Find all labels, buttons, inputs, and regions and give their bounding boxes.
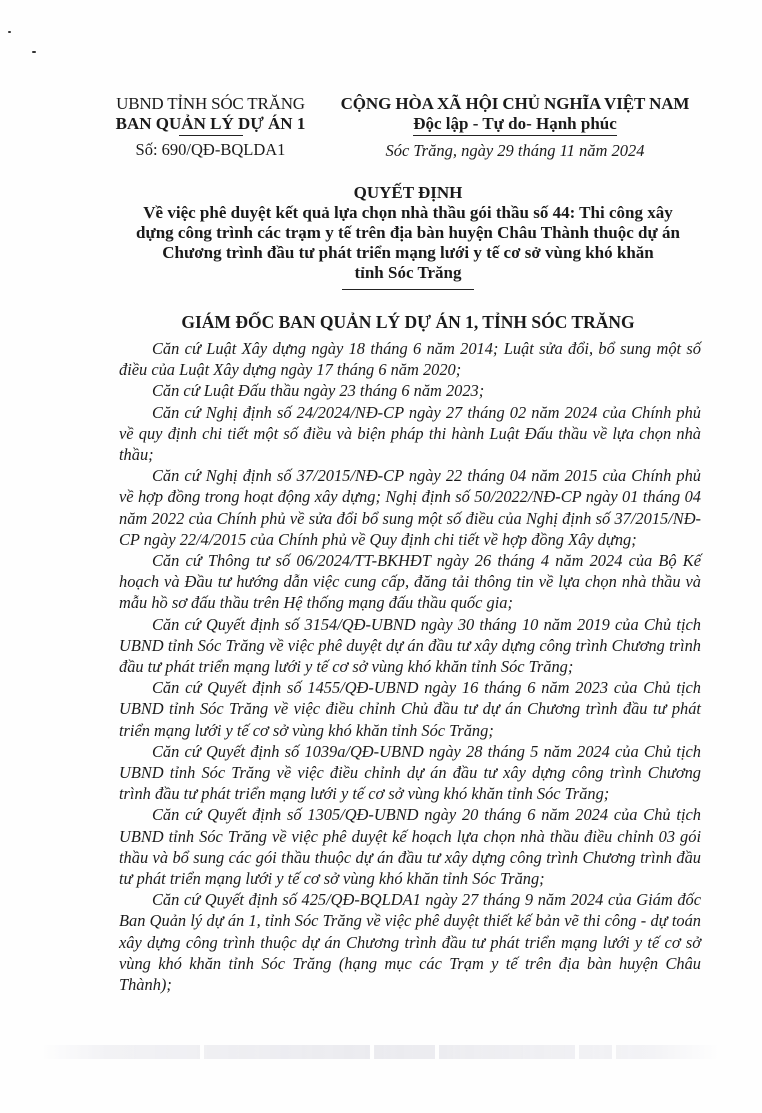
subject-line: Về việc phê duyệt kết quả lựa chọn nhà thầu gói thầu số 44: Thi công xây (143, 203, 673, 222)
national-motto: Độc lập - Tự do- Hạnh phúc (413, 114, 617, 136)
issuing-agency-block (108, 94, 313, 160)
legal-basis-paragraph: Căn cứ Nghị định số 24/2024/NĐ-CP ngày 27 tháng 02 năm 2024 của Chính phủ về quy định chi tiết một số điều và biện pháp thi hành Luật Đấu thầu về lựa chọn nhà thầu; (119, 402, 701, 465)
agency-underline (179, 135, 243, 136)
subject-line: Chương trình đầu tư phát triển mạng lưới y tế cơ sở vùng khó khăn (162, 243, 654, 262)
agency-name: BAN QUẢN LÝ DỰ ÁN 1 (115, 114, 306, 133)
scan-artifact-mark (32, 51, 36, 53)
legal-basis-paragraph: Căn cứ Quyết định số 1039a/QĐ-UBND ngày 28 tháng 5 năm 2024 của Chủ tịch UBND tỉnh Sóc Trăng về việc điều chỉnh dự án đầu tư xây dựng công trình Chương trình đầu tư phát triển mạng lưới y tế cơ sở vùng khó khăn tỉnh Sóc Trăng; (119, 741, 701, 804)
legal-basis-paragraph: Căn cứ Quyết định số 1305/QĐ-UBND ngày 20 tháng 6 năm 2024 của Chủ tịch UBND tỉnh Sóc Trăng về việc phê duyệt kế hoạch lựa chọn nhà thầu điều chỉnh 03 gói thầu và bổ sung các gói thầu thuộc dự án đầu tư xây dựng công trình Chương trình đầu tư phát triển mạng lưới y tế cơ sở vùng khó khăn tỉnh Sóc Trăng; (119, 805, 701, 889)
decision-title-block (110, 183, 706, 290)
issuing-authority: GIÁM ĐỐC BAN QUẢN LÝ DỰ ÁN 1, TỈNH SÓC TRĂNG (181, 312, 635, 332)
document-type: QUYẾT ĐỊNH (353, 183, 463, 202)
legal-bases-section (119, 338, 701, 995)
title-underline (342, 289, 474, 290)
subject-line: tỉnh Sóc Trăng (354, 263, 462, 282)
parent-agency: UBND TỈNH SÓC TRĂNG (116, 94, 305, 113)
national-header-block (325, 94, 705, 161)
legal-basis-paragraph: Căn cứ Nghị định số 37/2015/NĐ-CP ngày 22 tháng 04 năm 2015 của Chính phủ về hợp đồng trong hoạt động xây dựng; Nghị định số 50/2022/NĐ-CP ngày 01 tháng 04 năm 2022 của Chính phủ về sửa đổi bổ sung một số điều của Nghị định số 37/2015/NĐ-CP ngày 22/4/2015 của Chính phủ về Quy định chi tiết về hợp đồng Xây dựng; (119, 466, 701, 549)
country-name: CỘNG HÒA XÃ HỘI CHỦ NGHĨA VIỆT NAM (340, 94, 690, 113)
legal-basis-paragraph: Căn cứ Thông tư số 06/2024/TT-BKHĐT ngày 26 tháng 4 năm 2024 của Bộ Kế hoạch và Đầu tư hướng dẫn việc cung cấp, đăng tải thông tin về lựa chọn nhà thầu và mẫu hồ sơ đấu thầu trên Hệ thống mạng đấu thầu quốc gia; (119, 551, 701, 613)
document-number: Số: 690/QĐ-BQLDA1 (135, 140, 286, 159)
legal-basis-paragraph: Căn cứ Quyết định số 3154/QĐ-UBND ngày 30 tháng 10 năm 2019 của Chủ tịch UBND tỉnh Sóc Trăng về việc phê duyệt dự án đầu tư xây dựng công trình Chương trình đầu tư phát triển mạng lưới y tế cơ sở vùng khó khăn tỉnh Sóc Trăng; (119, 614, 701, 677)
subject-line: dựng công trình các trạm y tế trên địa bàn huyện Châu Thành thuộc dự án (136, 223, 680, 242)
legal-basis-paragraph: Căn cứ Luật Đấu thầu ngày 23 tháng 6 năm 2023; (152, 381, 485, 401)
scan-artifact-mark (8, 31, 11, 33)
legal-basis-paragraph: Căn cứ Luật Xây dựng ngày 18 tháng 6 năm 2014; Luật sửa đổi, bổ sung một số điều của Luật Xây dựng ngày 17 tháng 6 năm 2020; (119, 339, 701, 380)
legal-basis-paragraph: Căn cứ Quyết định số 425/QĐ-BQLDA1 ngày 27 tháng 9 năm 2024 của Giám đốc Ban Quản lý dự án 1, tỉnh Sóc Trăng về việc phê duyệt thiết kế bản vẽ thi công - dự toán xây dựng công trình thuộc dự án Chương trình đầu tư phát triển mạng lưới y tế cơ sở vùng khó khăn tỉnh Sóc Trăng (hạng mục các Trạm y tế trên địa bàn huyện Châu Thành); (119, 890, 701, 995)
legal-basis-paragraph: Căn cứ Quyết định số 1455/QĐ-UBND ngày 16 tháng 6 năm 2023 của Chủ tịch UBND tỉnh Sóc Trăng về việc điều chỉnh Chủ đầu tư dự án Chương trình đầu tư phát triển mạng lưới y tế cơ sở vùng khó khăn tỉnh Sóc Trăng; (119, 678, 701, 740)
scan-bleed-through (40, 1045, 720, 1059)
place-and-date: Sóc Trăng, ngày 29 tháng 11 năm 2024 (385, 141, 645, 160)
